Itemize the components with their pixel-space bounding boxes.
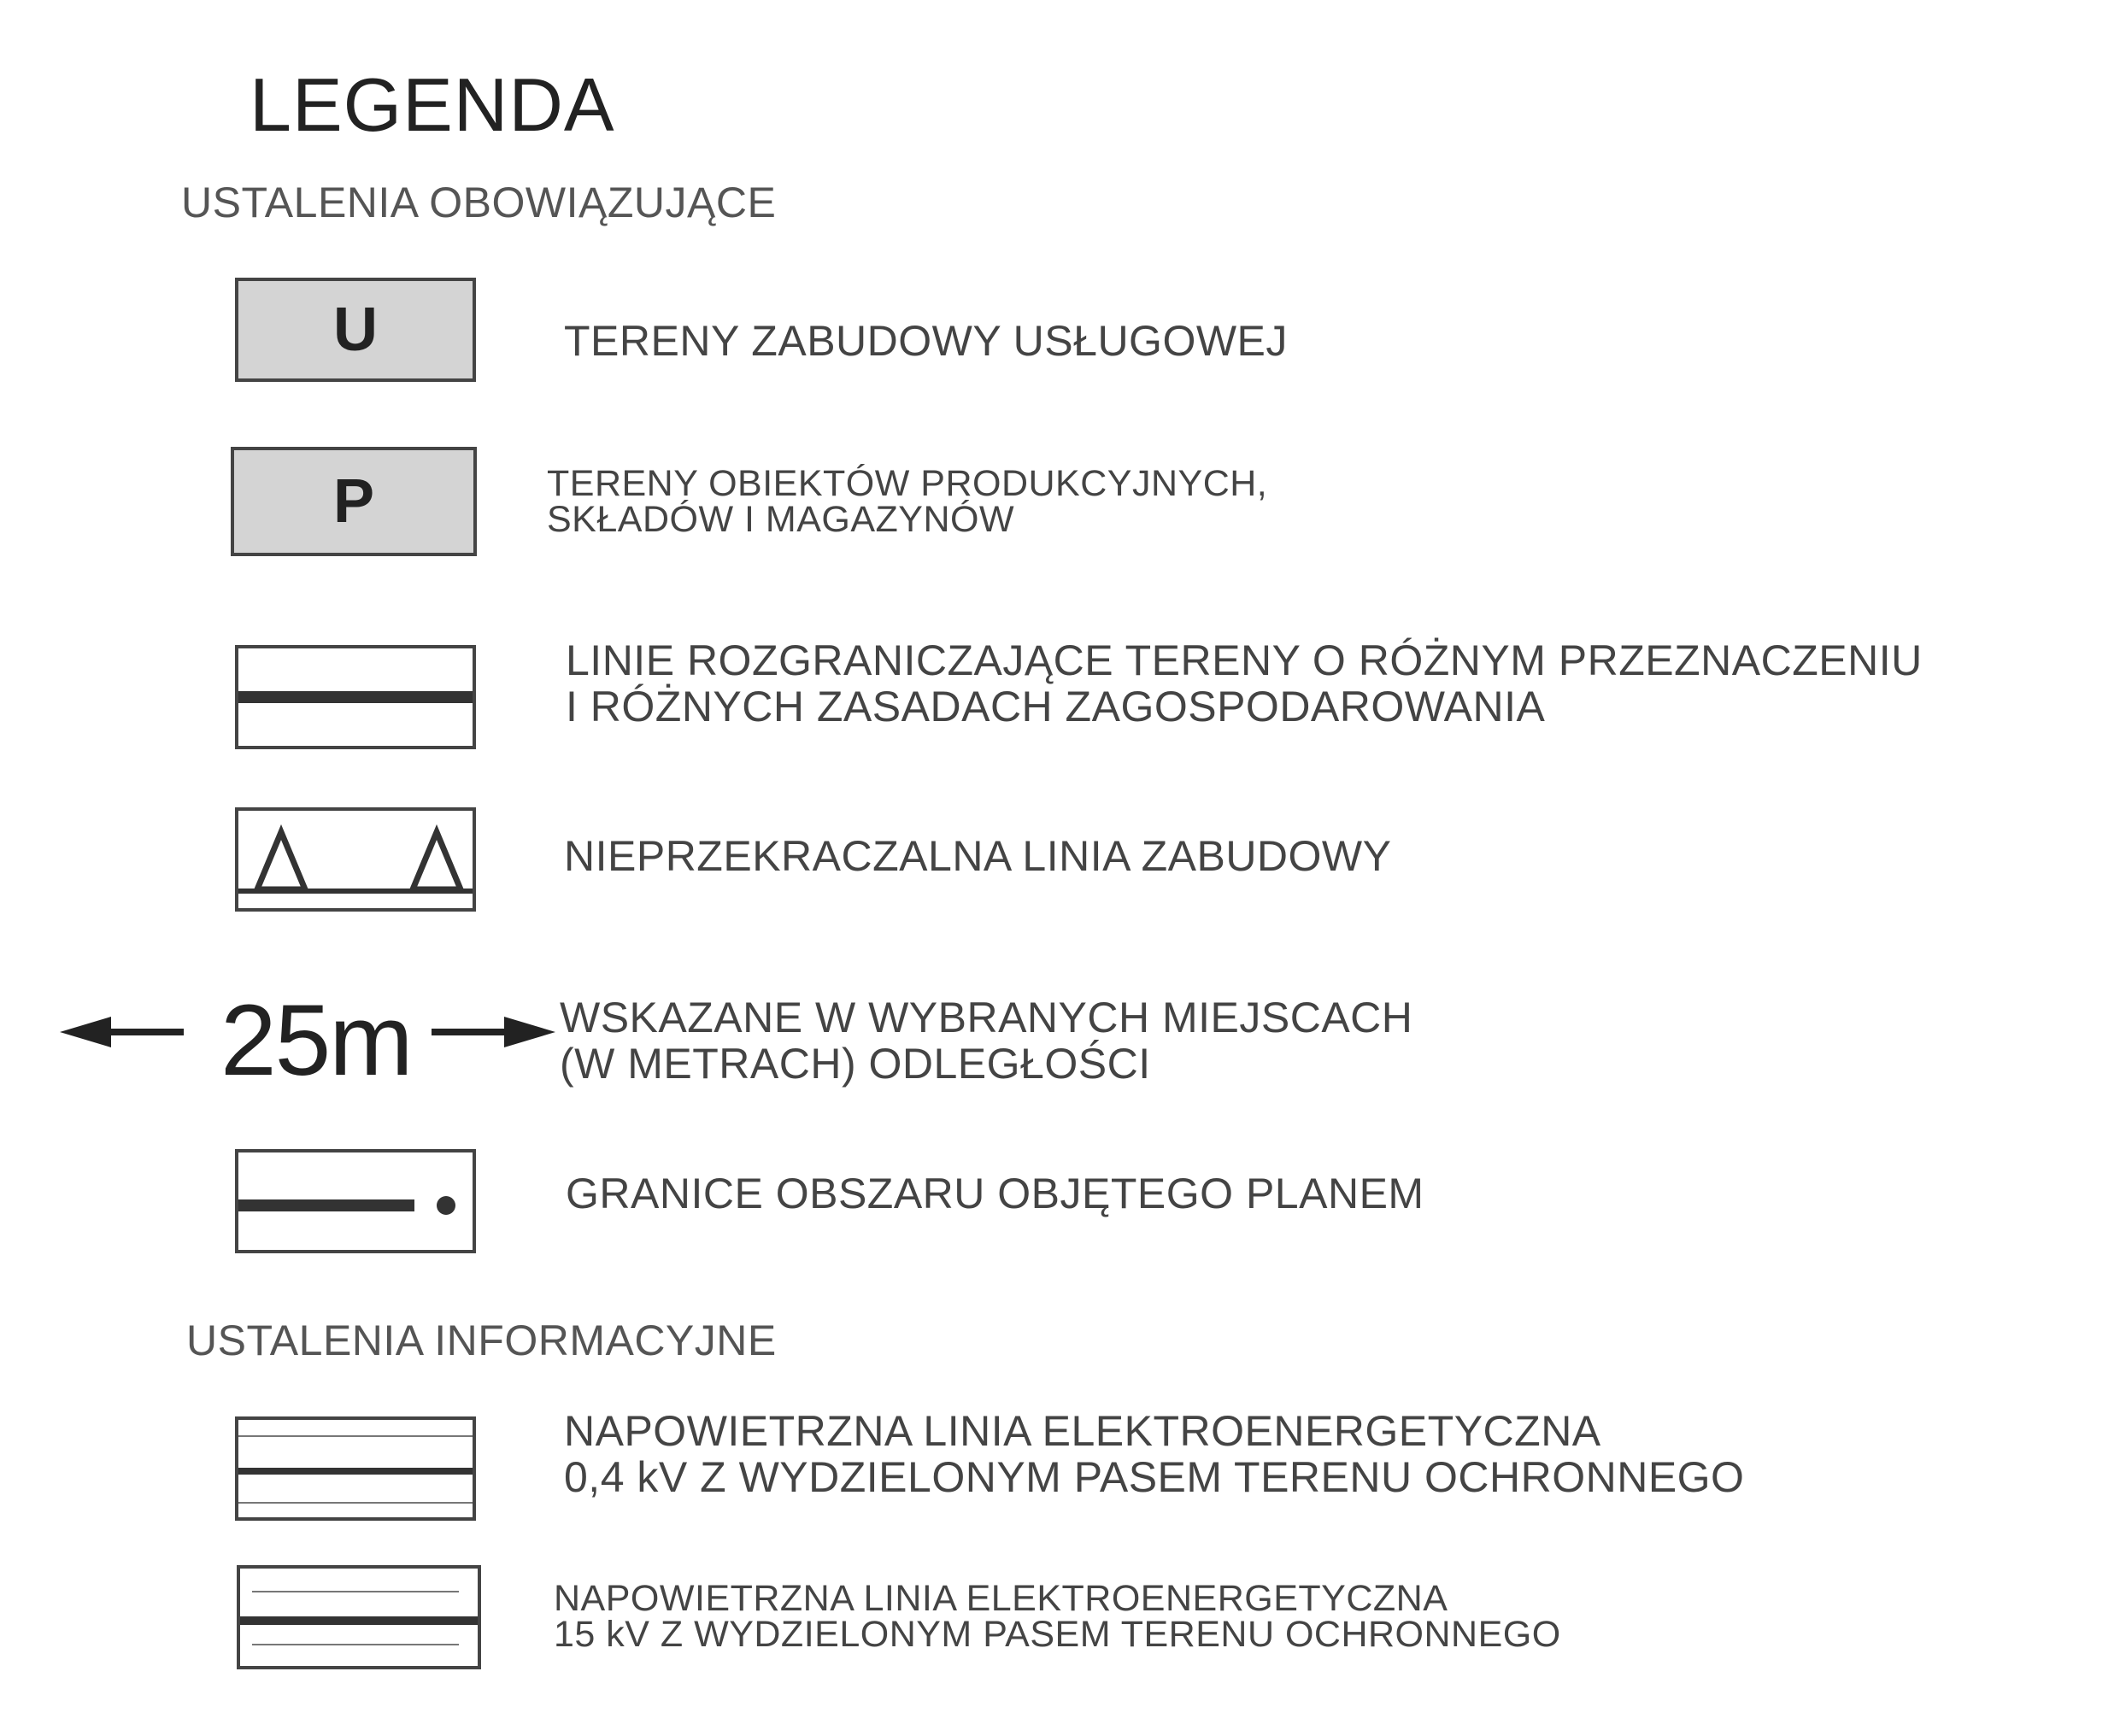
legend-title: LEGENDA <box>250 62 615 147</box>
legend-label-line: TERENY ZABUDOWY USŁUGOWEJ <box>564 317 1288 365</box>
legend-label-line: NAPOWIETRZNA LINIA ELEKTROENERGETYCZNA <box>564 1407 1601 1455</box>
power-line-stroke <box>238 1468 473 1475</box>
legend-label-demarcation-line <box>566 637 1923 730</box>
legend-label-service-area <box>564 318 1288 364</box>
symbol-power-line-04kv <box>235 1416 476 1521</box>
symbol-letter-p: P <box>332 467 375 536</box>
protection-strip-top <box>252 1591 459 1592</box>
legend-label-line: WSKAZANE W WYBRANYCH MIEJSCACH <box>560 994 1413 1041</box>
symbol-building-line <box>235 807 476 912</box>
arrow-right-icon <box>432 1015 560 1049</box>
legend-label-line: NAPOWIETRZNA LINIA ELEKTROENERGETYCZNA <box>554 1578 1448 1619</box>
legend-label-plan-boundary <box>566 1170 1424 1217</box>
symbol-power-line-15kv <box>237 1565 481 1669</box>
legend-label-line: 0,4 kV Z WYDZIELONYM PASEM TERENU OCHRONNEGO <box>564 1453 1745 1501</box>
protection-strip-bottom <box>252 1644 459 1645</box>
legend-label-production-area <box>547 463 1268 540</box>
boundary-dash <box>238 1199 414 1211</box>
section-heading-informative: USTALENIA INFORMACYJNE <box>186 1317 777 1364</box>
legend-label-distance <box>560 994 1412 1087</box>
legend-label-line: (W METRACH) ODLEGŁOŚCI <box>560 1040 1151 1088</box>
legend-label-line: LINIE ROZGRANICZAJĄCE TERENY O RÓŻNYM PRZEZNACZENIU <box>566 636 1923 684</box>
legend-label-power-line-15kv <box>554 1578 1561 1655</box>
protection-strip-top <box>238 1435 473 1437</box>
protection-strip-bottom <box>238 1502 473 1504</box>
section-heading-mandatory: USTALENIA OBOWIĄZUJĄCE <box>181 179 777 226</box>
legend-label-line: GRANICE OBSZARU OBJĘTEGO PLANEM <box>566 1170 1424 1217</box>
legend-label-building-line <box>564 833 1391 879</box>
distance-value: 25m <box>220 984 412 1097</box>
arrow-left-icon <box>60 1015 188 1049</box>
legend-label-line: 15 kV Z WYDZIELONYM PASEM TERENU OCHRONNEGO <box>554 1614 1561 1655</box>
symbol-letter-u: U <box>333 296 378 364</box>
legend-label-line: NIEPRZEKRACZALNA LINIA ZABUDOWY <box>564 832 1392 880</box>
building-line-triangles-icon <box>238 811 473 908</box>
symbol-production-area <box>231 447 477 556</box>
symbol-demarcation-line <box>235 645 476 749</box>
legend-label-line: SKŁADÓW I MAGAZYNÓW <box>547 499 1015 540</box>
legend-label-line: I RÓŻNYCH ZASADACH ZAGOSPODAROWANIA <box>566 683 1546 730</box>
demarcation-line-stroke <box>238 691 473 703</box>
symbol-plan-boundary <box>235 1149 476 1253</box>
legend-label-line: TERENY OBIEKTÓW PRODUKCYJNYCH, <box>547 463 1268 504</box>
power-line-stroke <box>240 1616 478 1625</box>
boundary-dot <box>437 1196 455 1215</box>
symbol-service-area <box>235 278 476 382</box>
legend-label-power-line-04kv <box>564 1408 1744 1500</box>
